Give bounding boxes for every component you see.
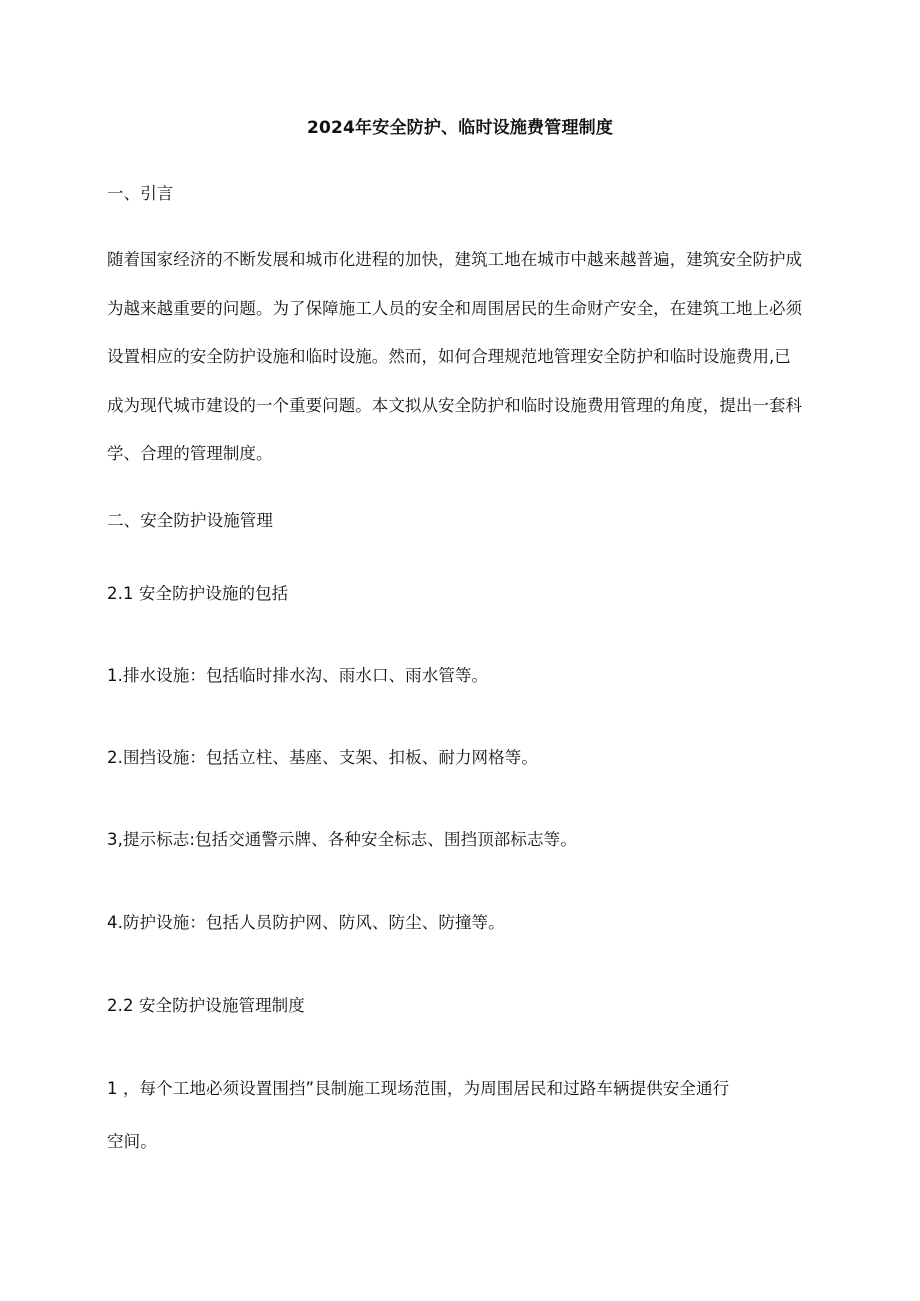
list-item-drainage: 1.排水设施：包括临时排水沟、雨水口、雨水管等。: [107, 666, 489, 685]
list-item-enclosure: 2.围挡设施：包括立柱、基座、支架、扣板、耐力网格等。: [107, 748, 538, 767]
subsection-heading-management-rules: 2.2 安全防护设施管理制度: [107, 996, 305, 1015]
paragraph-line: 学、合理的管理制度。: [107, 444, 273, 464]
subsection-heading-facility-types: 2.1 安全防护设施的包括: [107, 584, 289, 603]
introduction-paragraph: [107, 236, 819, 479]
paragraph-line: 为越来越重要的问题。为了保障施工人员的安全和周围居民的生命财产安全，在建筑工地上必须: [107, 298, 803, 318]
paragraph-line: 成为现代城市建设的一个重要问题。本文拟从安全防护和临时设施费用管理的角度，提出一套科: [107, 395, 803, 415]
list-item-signage: 3,提示标志:包括交通警示牌、各种安全标志、围挡顶部标志等。: [107, 830, 577, 849]
list-item-protection: 4.防护设施：包括人员防护网、防风、防尘、防撞等。: [107, 913, 505, 932]
section-heading-facility-management: 二、安全防护设施管理: [107, 511, 273, 530]
paragraph-line: 随着国家经济的不断发展和城市化进程的加快，建筑工地在城市中越来越普遍，建筑安全防护成: [107, 250, 803, 269]
document-title: 2024年安全防护、临时设施费管理制度: [306, 118, 614, 138]
section-heading-introduction: 一、引言: [107, 184, 174, 203]
rule-item-line: 1 ，每个工地必须设置围挡”艮制施工现场范围，为周围居民和过路车辆提供安全通行: [107, 1079, 730, 1098]
paragraph-line: 设置相应的安全防护设施和临时设施。然而，如何合理规范地管理安全防护和临时设施费用,已: [107, 347, 791, 367]
rule-item-line: 空间。: [107, 1132, 157, 1151]
